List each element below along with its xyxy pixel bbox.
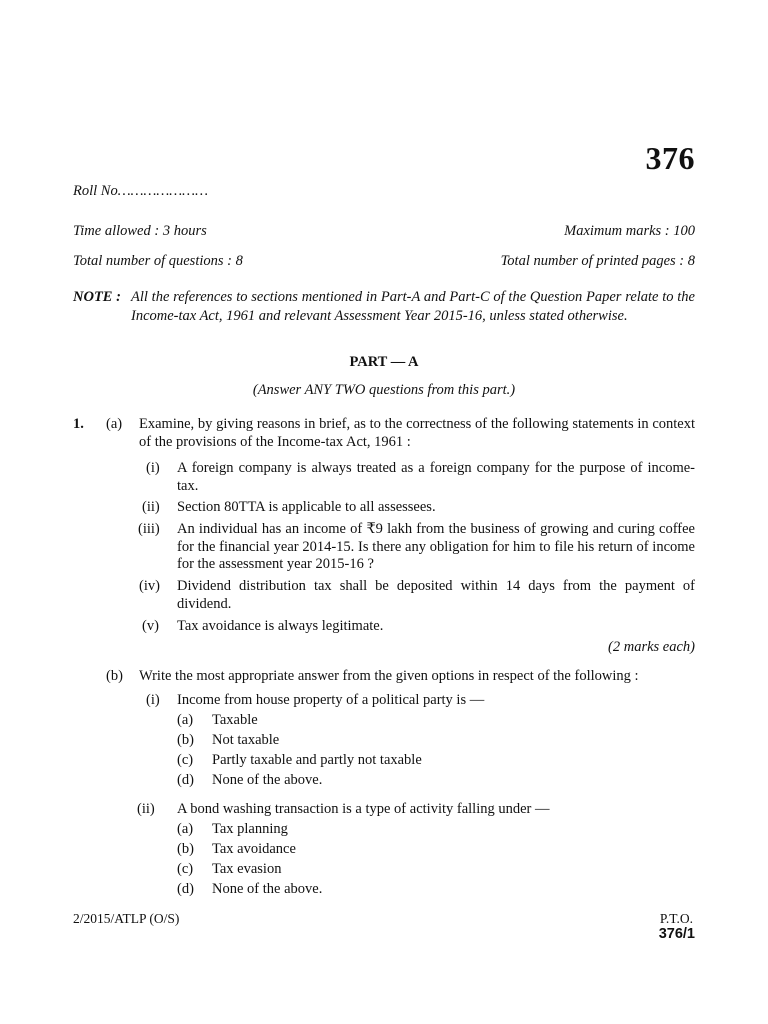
questions-pages-row	[73, 253, 695, 270]
time-allowed: Time allowed : 3 hours	[73, 223, 207, 239]
statement-text: Tax avoidance is always legitimate.	[177, 618, 384, 634]
roll-no: Roll No…………………	[73, 183, 208, 199]
option-text: Tax avoidance	[212, 841, 296, 857]
option-text: Taxable	[212, 712, 258, 728]
total-questions: Total number of questions : 8	[73, 253, 243, 269]
statement-number: (v)	[142, 618, 159, 634]
maximum-marks: Maximum marks : 100	[564, 223, 695, 239]
option-label: (b)	[177, 841, 194, 857]
mcq-question: Income from house property of a political party is —	[177, 692, 485, 708]
statement-text: Dividend distribution tax shall be deposited within 14 days from the payment of dividend.	[177, 578, 695, 612]
option-label: (a)	[177, 821, 194, 837]
option-text: None of the above.	[212, 881, 323, 897]
mcq-number: (i)	[146, 692, 160, 708]
subpart-a-label: (a)	[106, 416, 123, 432]
paper-code: 376	[645, 140, 695, 176]
time-marks-row	[73, 223, 695, 240]
option-label: (b)	[177, 732, 194, 748]
note-text: All the references to sections mentioned in Part-A and Part-C of the Question Paper relate to the Income-tax Act, 1961 and relevant Assessment Year 2015-16, unless stated otherwise.	[131, 289, 695, 324]
subpart-b-text: Write the most appropriate answer from the given options in respect of the following :	[139, 668, 639, 684]
option-label: (a)	[177, 712, 194, 728]
option-label: (d)	[177, 772, 194, 788]
footer-pto: P.T.O.	[659, 911, 693, 926]
question-number: 1.	[73, 416, 84, 432]
part-instruction: (Answer ANY TWO questions from this part.)	[252, 382, 516, 398]
statement-text: Section 80TTA is applicable to all assessees.	[177, 499, 436, 515]
total-pages: Total number of printed pages : 8	[500, 253, 695, 269]
statement-number: (ii)	[142, 499, 160, 515]
part-title: PART — A	[349, 354, 419, 370]
statement-text: An individual has an income of ₹9 lakh from the business of growing and curing coffee for the financial year 2014-15. Is there any obligation for him to file his return of income for the assessment year 2015-16 ?	[177, 521, 695, 572]
option-label: (c)	[177, 861, 194, 877]
subpart-b-label: (b)	[106, 668, 123, 684]
option-text: Not taxable	[212, 732, 280, 748]
note-label: NOTE :	[73, 289, 121, 305]
option-text: None of the above.	[212, 772, 323, 788]
statement-number: (iv)	[139, 578, 160, 594]
marks-note: (2 marks each)	[608, 639, 695, 655]
subpart-a-text: Examine, by giving reasons in brief, as to the correctness of the following statements in context of the provisions of the Income-tax Act, 1961 :	[139, 416, 695, 450]
mcq-question: A bond washing transaction is a type of activity falling under —	[177, 801, 550, 817]
option-text: Partly taxable and partly not taxable	[212, 752, 422, 768]
option-text: Tax evasion	[212, 861, 282, 877]
statement-number: (i)	[146, 460, 160, 476]
option-label: (d)	[177, 881, 194, 897]
statement-text: A foreign company is always treated as a foreign company for the purpose of income-tax.	[177, 460, 695, 494]
note-block	[73, 288, 695, 326]
mcq-number: (ii)	[137, 801, 155, 817]
footer-paper-ref: 2/2015/ATLP (O/S)	[73, 911, 180, 926]
option-text: Tax planning	[212, 821, 288, 837]
option-label: (c)	[177, 752, 194, 768]
statement-number: (iii)	[138, 521, 160, 537]
footer-page-code: 376/1	[658, 926, 695, 942]
